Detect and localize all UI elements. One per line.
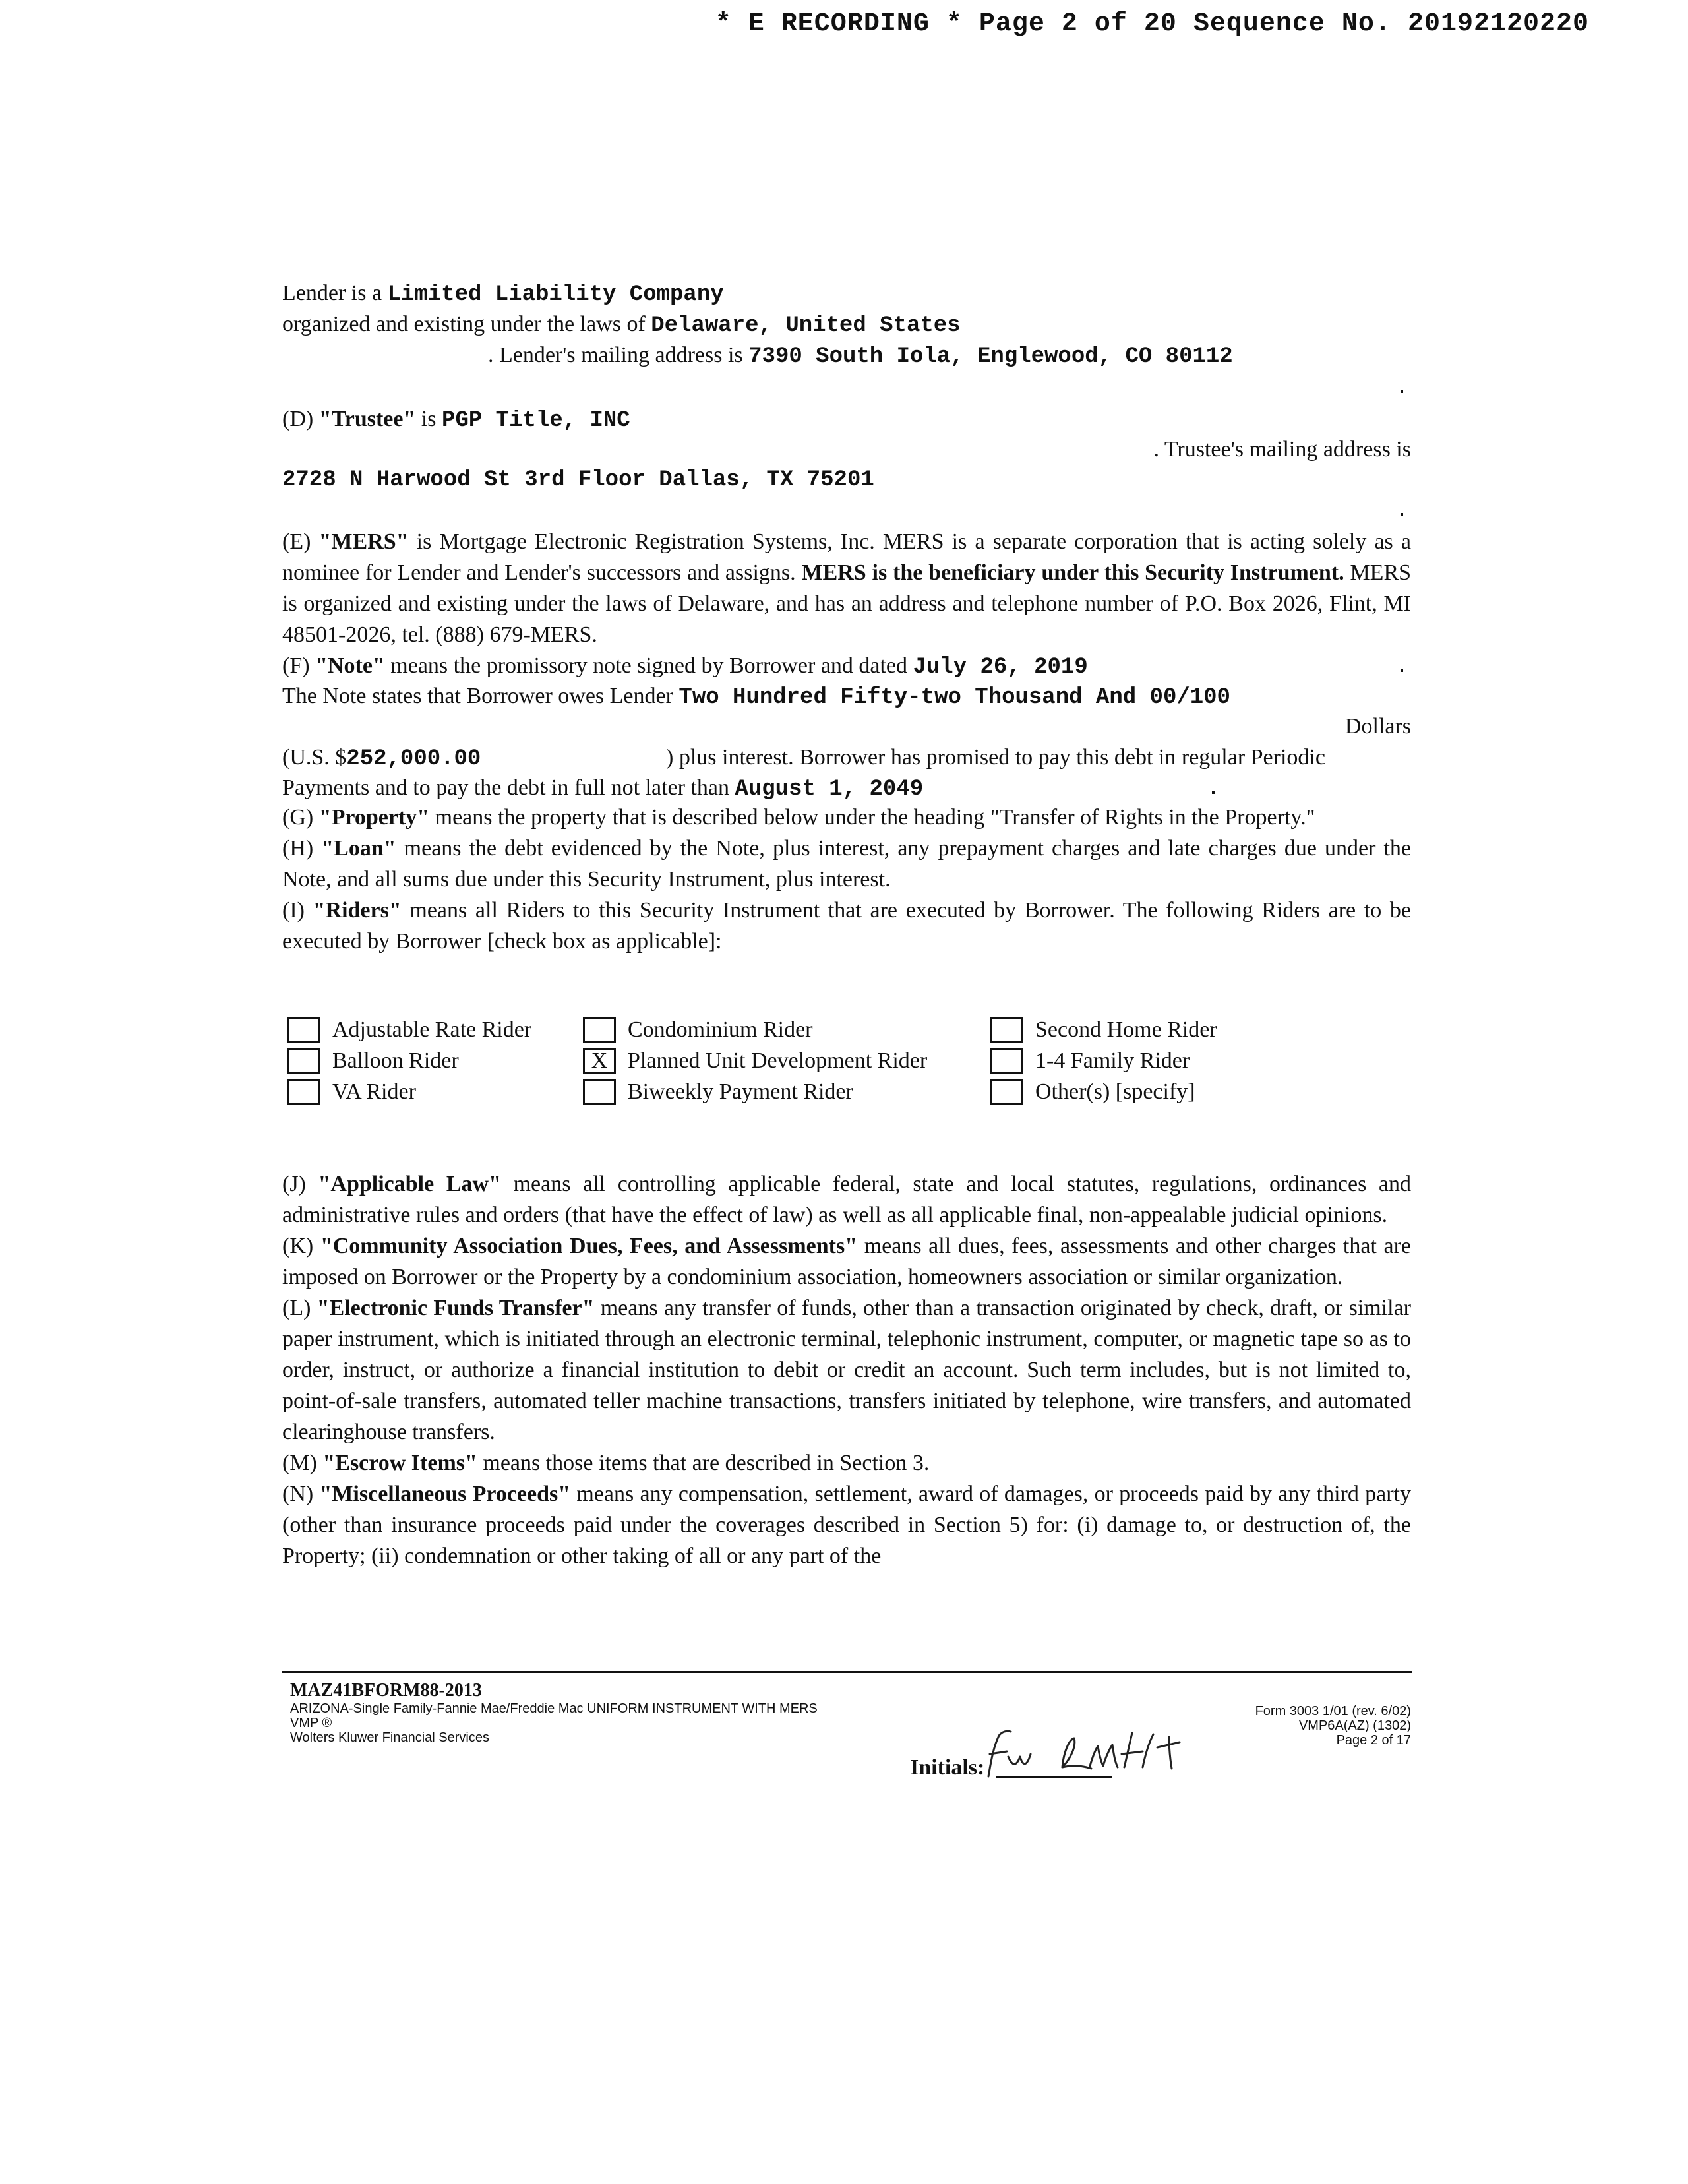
note-maturity-date: August 1, 2049 — [735, 777, 924, 802]
lender-organized-prefix: organized and existing under the laws of — [282, 312, 646, 336]
rider-other[interactable] — [990, 1076, 1195, 1107]
definition-term: "Escrow Items" — [322, 1451, 477, 1475]
rider-adjustable-rate[interactable] — [287, 1014, 531, 1045]
definition-label: (G) — [282, 805, 314, 830]
rider-biweekly-payment[interactable] — [583, 1076, 853, 1107]
rider-label: Balloon Rider — [332, 1048, 459, 1073]
rider-va[interactable] — [287, 1076, 416, 1107]
rider-condominium[interactable] — [583, 1014, 813, 1045]
note-amount-words: Two Hundred Fifty-two Thousand And 00/100 — [678, 685, 1230, 710]
note-line — [282, 650, 1088, 683]
note-payments-prefix: Payments and to pay the debt in full not later than — [282, 775, 729, 800]
rider-label: Biweekly Payment Rider — [628, 1079, 853, 1104]
lender-address-prefix: . Lender's mailing address is — [488, 343, 743, 367]
note-us-suffix: ) plus interest. Borrower has promised to pay this debt in regular Periodic — [666, 745, 1325, 770]
definition-j — [282, 1168, 1411, 1230]
footer-code: MAZ41BFORM88-2013 — [290, 1680, 482, 1701]
handwritten-initials-drawing — [984, 1728, 1195, 1780]
definition-text: means all controlling applicable federal, state and local statutes, regulations, ordinances and administrative rules and orders (that have the effect of law) as well as all applicable final, non-appealable judicial opinions. — [282, 1172, 1412, 1227]
note-dollars: Dollars — [1344, 714, 1411, 739]
definition-label: (N) — [282, 1482, 314, 1506]
definition-label: (J) — [282, 1172, 306, 1196]
trustee-address-prefix: . Trustee's mailing address is — [1153, 437, 1411, 462]
note-text: means the promissory note signed by Borrower and dated — [390, 653, 907, 678]
lender-prefix: Lender is a — [282, 281, 382, 305]
lender-address-line — [488, 340, 1233, 373]
checkbox[interactable] — [583, 1017, 616, 1043]
rider-label: Second Home Rider — [1035, 1017, 1217, 1042]
definition-text: means all dues, fees, assessments and other charges that are imposed on Borrower or the Property by a condominium association, homeowners association or similar organization. — [282, 1234, 1412, 1289]
definition-label: (H) — [282, 836, 314, 861]
definitions-g-i — [282, 802, 1411, 957]
footer-line-1: ARIZONA-Single Family-Fannie Mae/Freddie Mac UNIFORM INSTRUMENT WITH MERS — [290, 1701, 818, 1716]
checkbox[interactable] — [583, 1079, 616, 1105]
definition-m — [282, 1447, 1411, 1478]
rider-1-4-family[interactable] — [990, 1045, 1190, 1076]
footer-form-number — [1255, 1704, 1411, 1747]
footer-form-info — [290, 1680, 818, 1745]
rider-label: Other(s) [specify] — [1035, 1079, 1195, 1104]
initials-underline — [996, 1776, 1112, 1778]
lender-entity-type: Limited Liability Company — [387, 282, 724, 307]
checkbox-checked[interactable]: X — [583, 1048, 616, 1074]
checkbox[interactable] — [990, 1048, 1023, 1074]
checkbox[interactable] — [990, 1079, 1023, 1105]
note-us-prefix: (U.S. $ — [282, 745, 347, 770]
mers-beneficiary-statement: MERS is the beneficiary under this Security Instrument. — [801, 561, 1344, 585]
checkbox[interactable] — [287, 1079, 320, 1105]
definitions-j-n — [282, 1168, 1411, 1571]
definition-label: (L) — [282, 1296, 311, 1320]
handwritten-initials — [984, 1728, 1195, 1780]
trustee-label: (D) — [282, 407, 314, 431]
definition-l — [282, 1292, 1411, 1447]
recording-header: * E RECORDING * Page 2 of 20 Sequence No. 20192120220 — [715, 9, 1589, 39]
definition-n — [282, 1478, 1411, 1571]
definition-text: means any transfer of funds, other than a transaction originated by check, draft, or similar paper instrument, which is initiated through an electronic terminal, telephonic instrument, computer, or magnetic tape so as to order, instruct, or authorize a financial institution to debit or credit an account. Such term includes, but is not limited to, point-of-sale transfers, automated teller machine transactions, transfers initiated by telephone, wire transfers, and automated clearinghouse transfers. — [282, 1296, 1411, 1444]
definition-label: (M) — [282, 1451, 317, 1475]
footer-line-3: Wolters Kluwer Financial Services — [290, 1730, 489, 1745]
definition-term: "Miscellaneous Proceeds" — [319, 1482, 571, 1506]
rider-label: Adjustable Rate Rider — [332, 1017, 532, 1042]
definition-text: means the debt evidenced by the Note, plus interest, any prepayment charges and late charges due under the Note, and all sums due under this Security Instrument, plus interest. — [282, 836, 1411, 892]
note-payments-line — [282, 772, 923, 805]
footer-rule — [282, 1671, 1412, 1673]
rider-label: 1-4 Family Rider — [1035, 1048, 1190, 1073]
definition-g — [282, 802, 1411, 833]
definition-term: "Property" — [318, 805, 430, 830]
mers-text-2: MERS is organized and existing under the laws of Delaware, and has an address and telephone number of P.O. Box 2026, Flint, MI 48501-2026, tel. (888) 679-MERS. — [282, 561, 1412, 647]
footer-line-2: VMP ® — [290, 1716, 332, 1730]
lender-jurisdiction: Delaware, United States — [651, 313, 961, 338]
note-label: (F) — [282, 653, 310, 678]
definition-term: "Electronic Funds Transfer" — [316, 1296, 595, 1320]
rider-balloon[interactable] — [287, 1045, 459, 1076]
definition-text: means any compensation, settlement, award of damages, or proceeds paid by any third party (other than insurance proceeds paid under the coverages described in Section 5) for: (i) damage to, or destruction of, the Property; (ii) condemnation or other taking of all or any part of the — [282, 1482, 1411, 1568]
rider-planned-unit-development[interactable] — [583, 1045, 927, 1076]
trustee-is: is — [421, 407, 437, 431]
rider-second-home[interactable] — [990, 1014, 1217, 1045]
trustee-term: "Trustee" — [318, 407, 416, 431]
mers-paragraph — [282, 526, 1411, 650]
fill-dot — [1401, 390, 1403, 393]
note-term: "Note" — [315, 653, 385, 678]
definition-term: "Applicable Law" — [318, 1172, 501, 1196]
note-date: July 26, 2019 — [913, 655, 1088, 680]
lender-address: 7390 South Iola, Englewood, CO 80112 — [748, 344, 1233, 369]
rider-label: Condominium Rider — [628, 1017, 813, 1042]
mers-term: "MERS" — [318, 530, 409, 554]
lender-line — [282, 278, 724, 311]
definition-i — [282, 895, 1411, 957]
rider-label: VA Rider — [332, 1079, 416, 1104]
note-amount-line — [282, 742, 481, 775]
definition-term: "Community Association Dues, Fees, and Assessments" — [320, 1234, 858, 1258]
definition-term: "Riders" — [313, 898, 402, 923]
note-amount: 252,000.00 — [346, 746, 481, 772]
footer-vmp: VMP6A(AZ) (1302) — [1298, 1718, 1411, 1733]
definition-text: means all Riders to this Security Instrument that are executed by Borrower. The following Riders are to be executed by Borrower [check box as applicable]: — [282, 898, 1412, 954]
trustee-address: 2728 N Harwood St 3rd Floor Dallas, TX 75201 — [282, 468, 874, 493]
trustee-name: PGP Title, INC — [442, 408, 630, 433]
footer-page: Page 2 of 17 — [1336, 1733, 1411, 1747]
footer-form: Form 3003 1/01 (rev. 6/02) — [1255, 1704, 1411, 1718]
definition-term: "Loan" — [321, 836, 396, 861]
definition-label: (I) — [282, 898, 305, 923]
note-owes-prefix: The Note states that Borrower owes Lender — [282, 684, 673, 708]
trustee-line — [282, 404, 630, 437]
mers-label: (E) — [282, 530, 311, 554]
definition-h — [282, 833, 1411, 895]
fill-dot — [1401, 513, 1403, 516]
initials-label: Initials: — [910, 1755, 985, 1780]
definition-label: (K) — [282, 1234, 314, 1258]
mers-text-1: is Mortgage Electronic Registration Systems, Inc. MERS is a separate corporation that is acting solely as a nominee for Lender and Lender's successors and assigns. — [282, 530, 1411, 585]
initials-field[interactable] — [910, 1728, 1195, 1780]
definition-text: means the property that is described below under the heading "Transfer of Rights in the Property." — [435, 805, 1315, 830]
fill-dot — [1401, 669, 1403, 672]
checkbox[interactable] — [287, 1048, 320, 1074]
checkbox[interactable] — [287, 1017, 320, 1043]
note-owes-line — [282, 681, 1230, 713]
rider-label: Planned Unit Development Rider — [628, 1048, 928, 1073]
definition-k — [282, 1230, 1411, 1292]
fill-dot — [1212, 791, 1215, 794]
definition-text: means those items that are described in Section 3. — [483, 1451, 930, 1475]
lender-organized-line — [282, 309, 961, 342]
checkbox[interactable] — [990, 1017, 1023, 1043]
